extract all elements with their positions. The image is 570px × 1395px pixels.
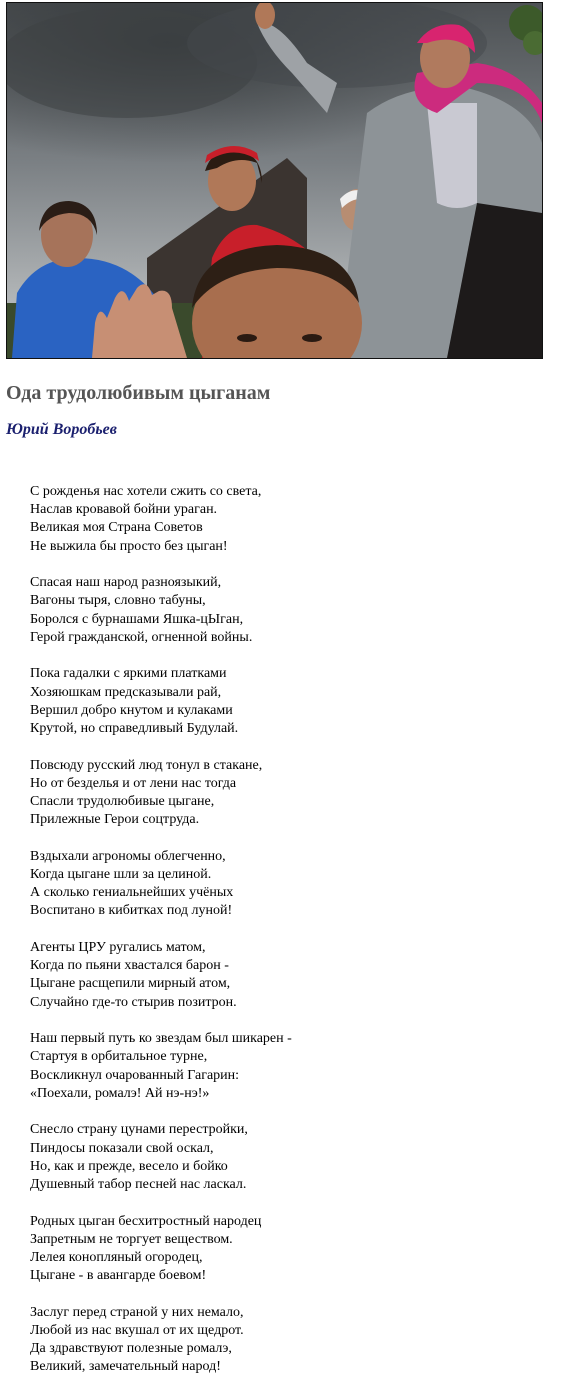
poem-line: Великая моя Страна Советов — [30, 520, 203, 536]
poem-stanza — [30, 1030, 550, 1103]
poem-line: Любой из нас вкушал от их щедрот. — [30, 1323, 244, 1339]
poem-line: А сколько гениальнейших учёных — [30, 885, 234, 901]
poem-stanza — [30, 483, 550, 556]
poem-line: Пока гадалки с яркими платками — [30, 666, 227, 682]
poem-line: Цыгане расщепили мирный атом, — [30, 976, 231, 992]
poem-line: Воскликнул очарованный Гагарин: — [30, 1067, 240, 1083]
poem-line: Но, как и прежде, весело и бойко — [30, 1158, 228, 1174]
poem-line: Боролся с бурнашами Яшка-цЫган, — [30, 611, 244, 627]
poem-stanza — [30, 574, 550, 647]
poem-line: Душевный табор песней нас ласкал. — [30, 1177, 247, 1193]
poem-line: Снесло страну цунами перестройки, — [30, 1122, 248, 1138]
poem-line: Прилежные Герои соцтруда. — [30, 812, 200, 828]
poem-stanza — [30, 1213, 550, 1286]
poem-line: Спасли трудолюбивые цыгане, — [30, 794, 215, 810]
poem-line: Вагоны тыря, словно табуны, — [30, 593, 206, 609]
poem-line: С рожденья нас хотели сжить со света, — [30, 484, 262, 499]
header-photo — [6, 2, 543, 359]
poem-line: «Поехали, ромалэ! Ай нэ-нэ!» — [30, 1085, 210, 1101]
poem-stanza — [30, 1304, 550, 1377]
poem-line: Герой гражданской, огненной войны. — [30, 629, 253, 645]
poem-line: Родных цыган бесхитростный народец — [30, 1213, 262, 1229]
poem-line: Заслуг перед страной у них немало, — [30, 1304, 244, 1320]
poem-line: Крутой, но справедливый Будулай. — [30, 721, 239, 737]
poem-stanza — [30, 848, 550, 921]
poem-line: Вздыхали агрономы облегченно, — [30, 848, 226, 864]
poem-body — [30, 483, 550, 1395]
poem-line: Хозяюшкам предсказывали рай, — [30, 684, 222, 700]
poem-line: Но от безделья и от лени нас тогда — [30, 775, 237, 791]
poem-stanza — [30, 939, 550, 1012]
poem-line: Не выжила бы просто без цыган! — [30, 538, 228, 554]
poem-line: Наш первый путь ко звездам был шикарен - — [30, 1031, 292, 1047]
poem-line: Вершил добро кнутом и кулаками — [30, 702, 233, 718]
poem-line: Великий, замечательный народ! — [30, 1359, 221, 1375]
poem-stanza — [30, 757, 550, 830]
poem-line: Повсюду русский люд тонул в стакане, — [30, 757, 263, 773]
poem-line: Да здравствуют полезные ромалэ, — [30, 1341, 232, 1357]
poem-line: Случайно где-то стырив позитрон. — [30, 994, 237, 1010]
poem-line: Агенты ЦРУ ругались матом, — [30, 940, 206, 956]
photo-women-raising-hands-icon — [7, 3, 542, 358]
poem-stanza — [30, 1121, 550, 1194]
poem-line: Спасая наш народ разноязыкий, — [30, 575, 222, 591]
poem-author: Юрий Воробьев — [6, 421, 117, 438]
poem-line: Когда цыгане шли за целиной. — [30, 867, 212, 883]
poem-line: Пиндосы показали свой оскал, — [30, 1140, 214, 1156]
poem-line: Воспитано в кибитках под луной! — [30, 903, 233, 919]
poem-line: Лелея конопляный огородец, — [30, 1250, 203, 1266]
poem-line: Наслав кровавой бойни ураган. — [30, 502, 218, 518]
poem-line: Когда по пьяни хвастался барон - — [30, 958, 229, 974]
poem-line: Цыгане - в авангарде боевом! — [30, 1268, 207, 1284]
poem-title: Ода трудолюбивым цыганам — [6, 382, 271, 404]
poem-line: Стартуя в орбитальное турне, — [30, 1049, 208, 1065]
poem-line: Запретным не торгует веществом. — [30, 1231, 233, 1247]
poem-stanza — [30, 665, 550, 738]
